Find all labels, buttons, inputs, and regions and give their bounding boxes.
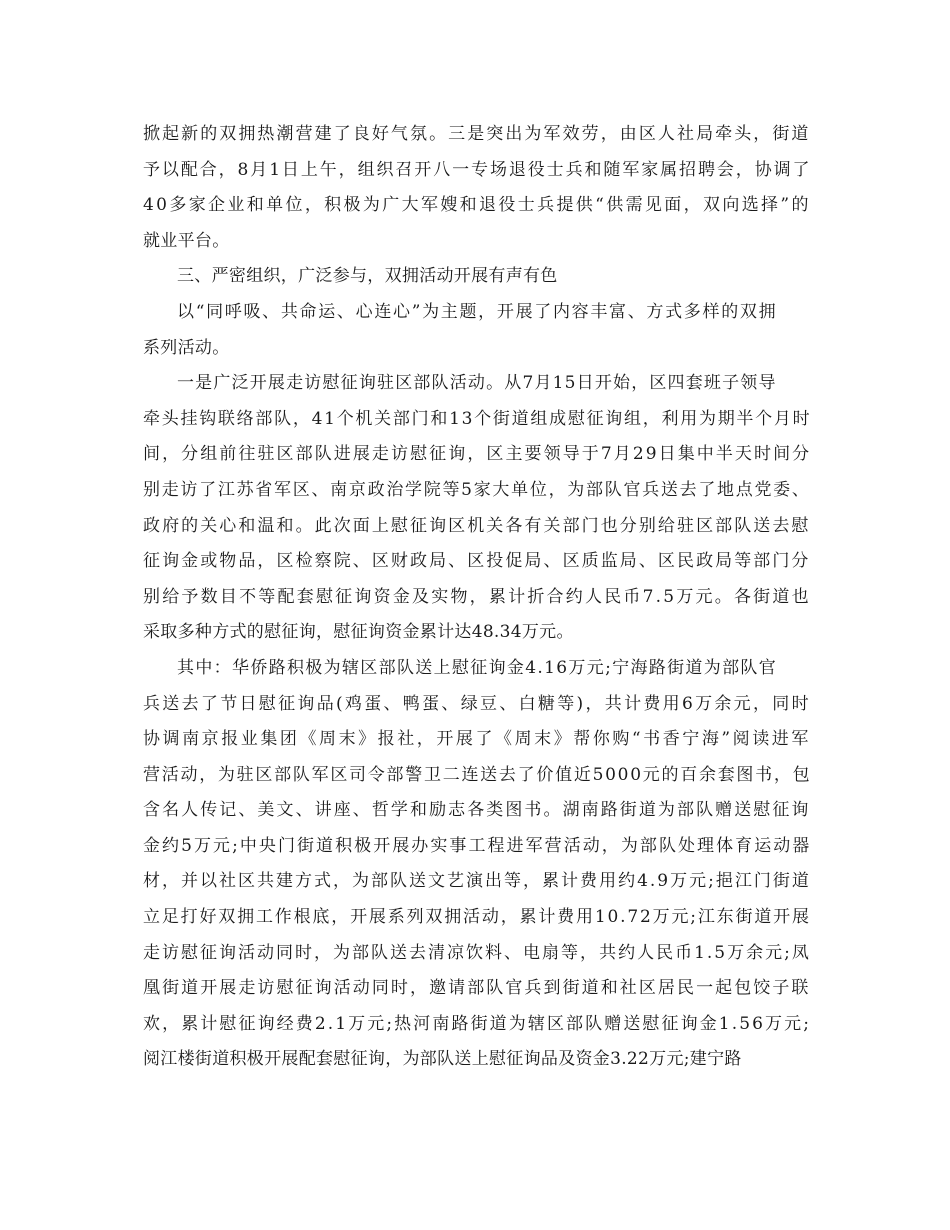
text-line: 金约5万元;中央门街道积极开展办实事工程进军营活动，为部队处理体育运动器 [143,835,812,856]
text-line: 牵头挂钩联络部队，41个机关部门和13个街道组成慰征询组，利用为期半个月时 [143,408,812,429]
text-line: 材，并以社区共建方式，为部队送文艺演出等，累计费用约4.9万元;挹江门街道 [143,871,811,892]
paragraph [143,295,811,366]
text-line: 予以配合，8月1日上午，组织召开八一专场退役士兵和随军家属招聘会，协调了 [143,159,812,180]
text-line: 一是广泛开展走访慰征询驻区部队活动。从7月15日开始，区四套班子领导 [177,373,777,394]
paragraph [143,366,811,651]
text-line: 欢，累计慰征询经费2.1万元;热河南路街道为辖区部队赠送慰征询金1.56万元; [143,1013,812,1034]
text-line: 采取多种方式的慰征询，慰征询资金累计达48.34万元。 [143,622,574,643]
text-line: 征询金或物品，区检察院、区财政局、区投促局、区质监局、区民政局等部门分 [143,551,811,572]
text-line: 别给予数目不等配套慰征询资金及实物，累计折合约人民币7.5万元。各街道也 [143,586,811,607]
text-line: 兵送去了节日慰征询品(鸡蛋、鸭蛋、绿豆、白糖等)，共计费用6万余元，同时 [143,693,811,714]
text-line: 以“同呼吸、共命运、心连心”为主题，开展了内容丰富、方式多样的双拥 [177,301,778,322]
text-line: 掀起新的双拥热潮营建了良好气氛。三是突出为军效劳，由区人社局牵头，街道 [143,124,811,144]
text-line: 阅江楼街道积极开展配套慰征询，为部队送上慰征询品及资金3.22万元;建宁路 [143,1049,742,1070]
text-line: 走访慰征询活动同时，为部队送去清凉饮料、电扇等，共约人民币1.5万余元;凤 [143,942,811,963]
text-line: 别走访了江苏省军区、南京政治学院等5家大单位，为部队官兵送去了地点党委、 [143,479,811,500]
text-line: 营活动，为驻区部队军区司令部警卫二连送去了价值近5000元的百余套图书，包 [143,764,812,785]
text-line: 立足打好双拥工作根底，开展系列双拥活动，累计费用10.72万元;江东街道开展 [143,907,811,928]
text-line: 三、严密组织，广泛参与，双拥活动开展有声有色 [177,266,558,287]
document-body [143,117,811,1078]
text-line: 含名人传记、美文、讲座、哲学和励志各类图书。湖南路街道为部队赠送慰征询 [143,800,811,821]
text-line: 间，分组前往驻区部队进展走访慰征询，区主要领导于7月29日集中半天时间分 [143,444,812,465]
text-line: 凰街道开展走访慰征询活动同时，邀请部队官兵到街道和社区居民一起包饺子联 [143,978,811,999]
text-line: 就业平台。 [143,230,230,251]
text-line: 其中：华侨路积极为辖区部队送上慰征询金4.16万元;宁海路街道为部队官 [177,657,778,678]
paragraph [143,259,811,295]
paragraph [143,117,811,259]
text-line: 系列活动。 [143,337,230,358]
text-line: 协调南京报业集团《周末》报社，开展了《周末》帮你购“书香宁海”阅读进军 [143,729,811,750]
text-line: 政府的关心和温和。此次面上慰征询区机关各有关部门也分别给驻区部队送去慰 [143,515,811,536]
text-line: 40多家企业和单位，积极为广大军嫂和退役士兵提供“供需见面，双向选择”的 [143,195,811,216]
paragraph [143,651,811,1078]
